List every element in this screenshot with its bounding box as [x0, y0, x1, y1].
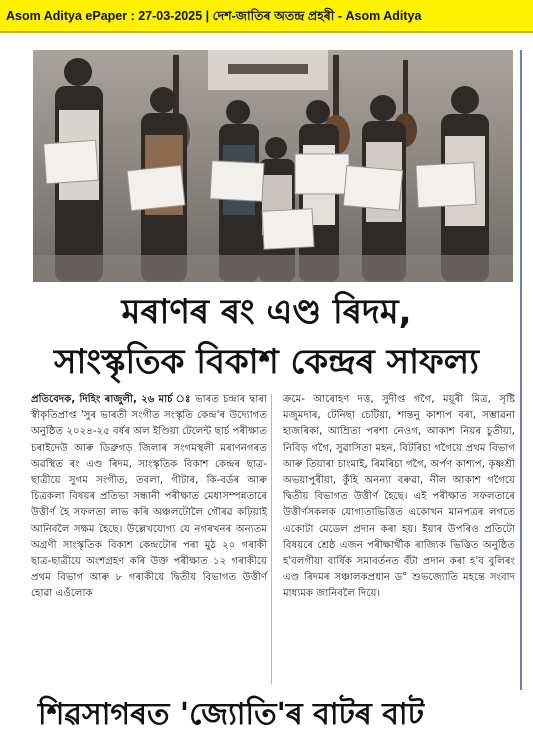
- article-photo: [33, 50, 513, 282]
- article-column-right: [283, 392, 515, 603]
- article-body-right: ক্ৰমে- আৰোহণ দত্ত, সুদীপ্ত গগৈ, ময়ূৰী মিত্ৰ, সৃষ্টি মজুমদাৰ, টেনিছা চেটিয়া, শান্তনু কাশ্যপ বৰা, সম্ভাৱনা হাজৰিকা, আম্ৰিতা পৰশা নেওগ, আকাশ নিয়ৰ চুতীয়া, নিবিড় গগৈ, সুৱাসিতা মহন, বিটৰিচা গগৈয়ে প্ৰথম বিভাগ আৰু তিয়াৰা চাংমাই, ৰিমৰিচা গগৈ, অৰ্পণ কাশ্যপ, কৃষ্ণশ্ৰী অভয়াপুৰীয়া, কুঁহি অনন্যা বৰুৱা, নীল আকাশ গগৈয়ে দ্বিতীয় বিভাগত উত্তীৰ্ণ হৈছে। এই পৰীক্ষাত সফলতাৰে উত্তীৰ্ণসকলক যোগ্যতাভিত্তিত একোখন মানপত্ৰৰ লগতে একোটা মেডেল প্ৰদান কৰা হয়। ইয়াৰ উপৰিও প্ৰতিটো বিষয়ৰে শ্ৰেষ্ঠ এজন পৰীক্ষাৰ্থীক ৰাজ্যিক ভিত্তিত অনুষ্ঠিত হ'বলগীয়া বাৰ্ষিক সমাবৰ্তনত বঁটা প্ৰদান কৰা হ'ব বুলিৰং এণ্ড ৰিদমৰ সঞ্চালকপ্ৰধান ড° শুভজ্যোতি মহন্তে সংবাদ মাধ্যমক জানিবলৈ দিয়ে।: [283, 394, 515, 600]
- column-divider: [271, 394, 272, 684]
- article-headline-line-2: সাংস্কৃতিক বিকাশ কেন্দ্ৰৰ সাফল্য: [54, 342, 479, 382]
- article-dateline: প্ৰতিবেদক, দিহিং ৰাজুলী, ২৬ মাৰ্চ ঃ: [31, 394, 192, 405]
- next-article-headline: শিৱসাগৰত 'জ্যোতি'ৰ বাটৰ বাট: [38, 697, 424, 732]
- article-body-left: ভাৰত চন্দ্ৰাৰ দ্বাৰা স্বীকৃতিপ্ৰাপ্ত 'সুৰ ভাৰতী সংগীত সংস্কৃতি কেন্দ্ৰ'ৰ উদ্যোগত অনুষ্ঠিত ২০২৪-২৫ বৰ্ষৰ অল ইণ্ডিয়া টেলেন্ট ছাৰ্চ পৰীক্ষাত চৰাইদেউ আৰু ডিব্ৰুগড় জিলাৰ সংগমস্থলী মৰাণনগৰত অৱস্থিত ৰং এণ্ড ৰিদম, সাংস্কৃতিক বিকাশ কেন্দ্ৰৰ ছাত্ৰ-ছাত্ৰীয়ে সুগম সংগীত, তবলা, গীটাৰ, কি-বৰ্ডৰ আৰু চিত্ৰকলা বিষয়ৰ প্ৰতিভা সন্ধানী পৰীক্ষাত মেধাসম্পন্নতাৰে উত্তীৰ্ণ হৈ সফলতা লাভ কৰি অঞ্চলটোলৈ গৌৰৱ কঢ়িয়াই আনিবলৈ সক্ষম হৈছে। উল্লেখযোগ্য যে নগৰখনৰ অন্যতম অগ্ৰণী সাংস্কৃতিক বিকাশ কেন্দ্ৰটোৰ পৰা মুঠ ২০ গৰাকী ছাত্ৰ-ছাত্ৰীয়ে অংশগ্ৰহণ কৰি উক্ত পৰীক্ষাত ১২ গৰাকীয়ে প্ৰথম বিভাগ আৰু ৮ গৰাকীয়ে দ্বিতীয় বিভাগত উত্তীৰ্ণ হোৱা এওঁলোক: [31, 394, 267, 600]
- article-headline-line-1: মৰাণৰ ৰং এণ্ড ৰিদম,: [121, 292, 412, 332]
- epaper-header-bar: [0, 0, 533, 33]
- article-column-left: [31, 392, 267, 603]
- next-article-headline-strip: [0, 697, 533, 732]
- epaper-header-title: Asom Aditya ePaper : 27-03-2025 | দেশ-জাতিৰ অতন্দ্ৰ প্ৰহৰী - Asom Aditya: [6, 9, 422, 23]
